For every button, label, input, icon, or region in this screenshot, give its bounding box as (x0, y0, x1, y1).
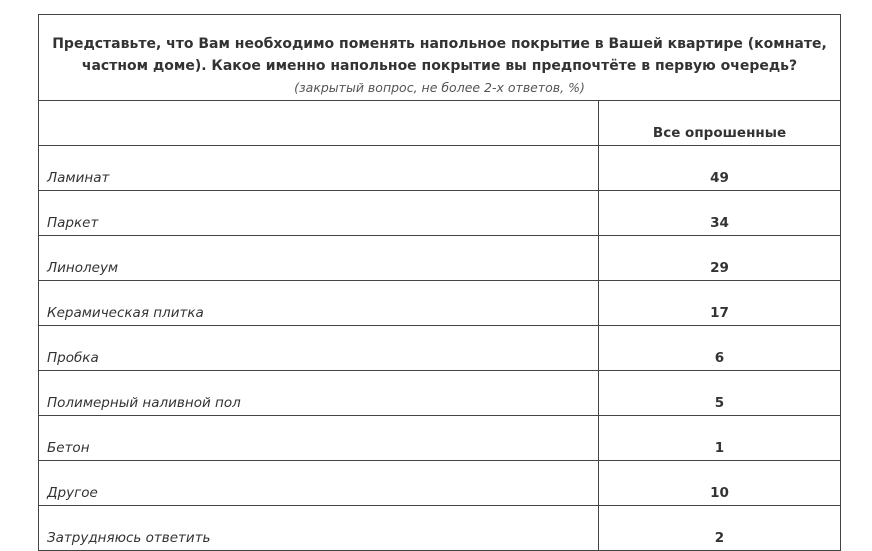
row-value: 2 (599, 506, 841, 551)
row-value: 10 (599, 461, 841, 506)
row-label: Линолеум (39, 236, 599, 281)
row-label: Другое (39, 461, 599, 506)
table-row (39, 416, 841, 461)
title-row (39, 15, 841, 101)
question-title (39, 15, 841, 101)
row-value: 29 (599, 236, 841, 281)
row-value: 5 (599, 371, 841, 416)
row-label: Керамическая плитка (39, 281, 599, 326)
row-value: 17 (599, 281, 841, 326)
row-label: Паркет (39, 191, 599, 236)
table-row (39, 326, 841, 371)
table-row (39, 236, 841, 281)
row-label: Ламинат (39, 146, 599, 191)
table-row (39, 371, 841, 416)
row-label: Затрудняюсь ответить (39, 506, 599, 551)
question-note: (закрытый вопрос, не более 2-х ответов, %) (294, 80, 585, 95)
table-row (39, 281, 841, 326)
row-value: 1 (599, 416, 841, 461)
header-empty-cell (39, 101, 599, 146)
row-label: Полимерный наливной пол (39, 371, 599, 416)
row-label: Бетон (39, 416, 599, 461)
question-text: Представьте, что Вам необходимо поменять напольное покрытие в Вашей квартире (комнате, частном доме). Какое именно напольное покрытие вы предпочтёте в первую очередь? (52, 36, 827, 74)
column-header: Все опрошенные (599, 101, 841, 146)
header-row (39, 101, 841, 146)
table-body (39, 15, 841, 551)
table-row (39, 146, 841, 191)
table-row (39, 191, 841, 236)
survey-table (38, 14, 841, 551)
row-value: 34 (599, 191, 841, 236)
row-label: Пробка (39, 326, 599, 371)
row-value: 49 (599, 146, 841, 191)
table-row (39, 506, 841, 551)
row-value: 6 (599, 326, 841, 371)
table-row (39, 461, 841, 506)
